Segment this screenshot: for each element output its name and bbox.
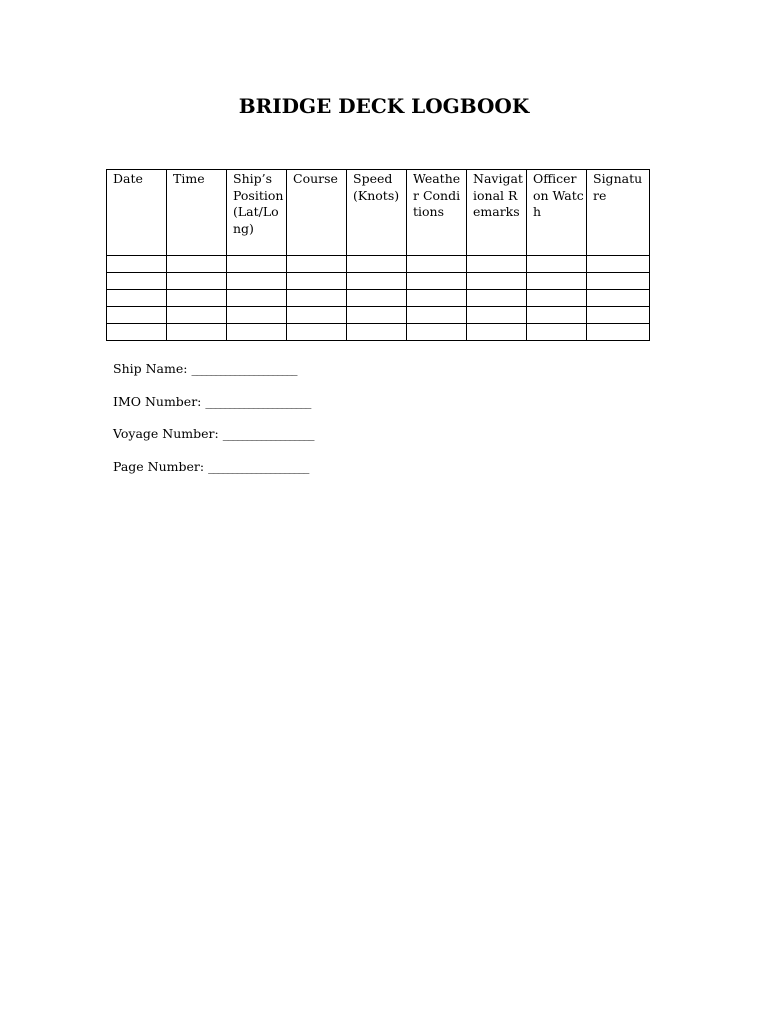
- table-cell[interactable]: [107, 290, 167, 307]
- table-cell[interactable]: [107, 307, 167, 324]
- table-cell[interactable]: [167, 324, 227, 341]
- table-row: [107, 256, 650, 273]
- column-header-speed: Speed (Knots): [347, 170, 407, 256]
- table-cell[interactable]: [467, 324, 527, 341]
- table-cell[interactable]: [167, 290, 227, 307]
- column-header-ship-position: Ship’s Position (Lat/Long): [227, 170, 287, 256]
- table-cell[interactable]: [467, 290, 527, 307]
- imo-number-blank[interactable]: ______________________: [205, 393, 310, 409]
- table-cell[interactable]: [287, 307, 347, 324]
- table-cell[interactable]: [527, 256, 587, 273]
- column-header-signature: Signature: [587, 170, 650, 256]
- table-row: [107, 290, 650, 307]
- table-cell[interactable]: [467, 307, 527, 324]
- table-cell[interactable]: [587, 324, 650, 341]
- table-cell[interactable]: [287, 290, 347, 307]
- table-cell[interactable]: [587, 290, 650, 307]
- table-cell[interactable]: [407, 273, 467, 290]
- table-cell[interactable]: [407, 324, 467, 341]
- ship-name-field[interactable]: [113, 361, 313, 377]
- column-header-date: Date: [107, 170, 167, 256]
- ship-details-fields: [113, 361, 313, 491]
- voyage-number-label: Voyage Number:: [113, 426, 219, 441]
- column-header-time: Time: [167, 170, 227, 256]
- table-cell[interactable]: [107, 324, 167, 341]
- voyage-number-field[interactable]: [113, 426, 313, 442]
- column-header-course: Course: [287, 170, 347, 256]
- table-cell[interactable]: [407, 256, 467, 273]
- table-cell[interactable]: [107, 256, 167, 273]
- table-cell[interactable]: [287, 273, 347, 290]
- table-header-row: [107, 170, 650, 256]
- table-cell[interactable]: [587, 307, 650, 324]
- table-cell[interactable]: [287, 324, 347, 341]
- table-cell[interactable]: [347, 324, 407, 341]
- table-cell[interactable]: [467, 256, 527, 273]
- table-cell[interactable]: [227, 273, 287, 290]
- table-row: [107, 307, 650, 324]
- table-cell[interactable]: [287, 256, 347, 273]
- table-cell[interactable]: [227, 256, 287, 273]
- column-header-navigational-remarks: Navigational Remarks: [467, 170, 527, 256]
- voyage-number-blank[interactable]: ___________________: [222, 426, 313, 441]
- table-cell[interactable]: [347, 273, 407, 290]
- table-cell[interactable]: [587, 273, 650, 290]
- page-number-field[interactable]: [113, 459, 313, 475]
- table-row: [107, 273, 650, 290]
- table-cell[interactable]: [347, 290, 407, 307]
- logbook-table: [106, 169, 650, 341]
- imo-number-label: IMO Number:: [113, 393, 202, 409]
- page-number-blank[interactable]: _____________________: [208, 458, 308, 474]
- table-cell[interactable]: [167, 307, 227, 324]
- table-cell[interactable]: [167, 256, 227, 273]
- table-cell[interactable]: [527, 324, 587, 341]
- page-title: BRIDGE DECK LOGBOOK: [238, 94, 530, 118]
- column-header-officer-on-watch: Officer on Watch: [527, 170, 587, 256]
- ship-name-blank[interactable]: ______________________: [191, 361, 296, 376]
- imo-number-field[interactable]: [113, 394, 313, 410]
- table-row: [107, 324, 650, 341]
- table-cell[interactable]: [407, 307, 467, 324]
- table-cell[interactable]: [107, 273, 167, 290]
- table-cell[interactable]: [407, 290, 467, 307]
- table-cell[interactable]: [347, 256, 407, 273]
- table-cell[interactable]: [587, 256, 650, 273]
- ship-name-label: Ship Name:: [113, 361, 188, 376]
- page-number-label: Page Number:: [113, 458, 205, 474]
- table-cell[interactable]: [167, 273, 227, 290]
- column-header-weather-conditions: Weather Conditions: [407, 170, 467, 256]
- table-cell[interactable]: [347, 307, 407, 324]
- table-cell[interactable]: [527, 307, 587, 324]
- table-cell[interactable]: [527, 290, 587, 307]
- table-cell[interactable]: [227, 307, 287, 324]
- table-cell[interactable]: [467, 273, 527, 290]
- table-cell[interactable]: [227, 324, 287, 341]
- table-cell[interactable]: [227, 290, 287, 307]
- table-cell[interactable]: [527, 273, 587, 290]
